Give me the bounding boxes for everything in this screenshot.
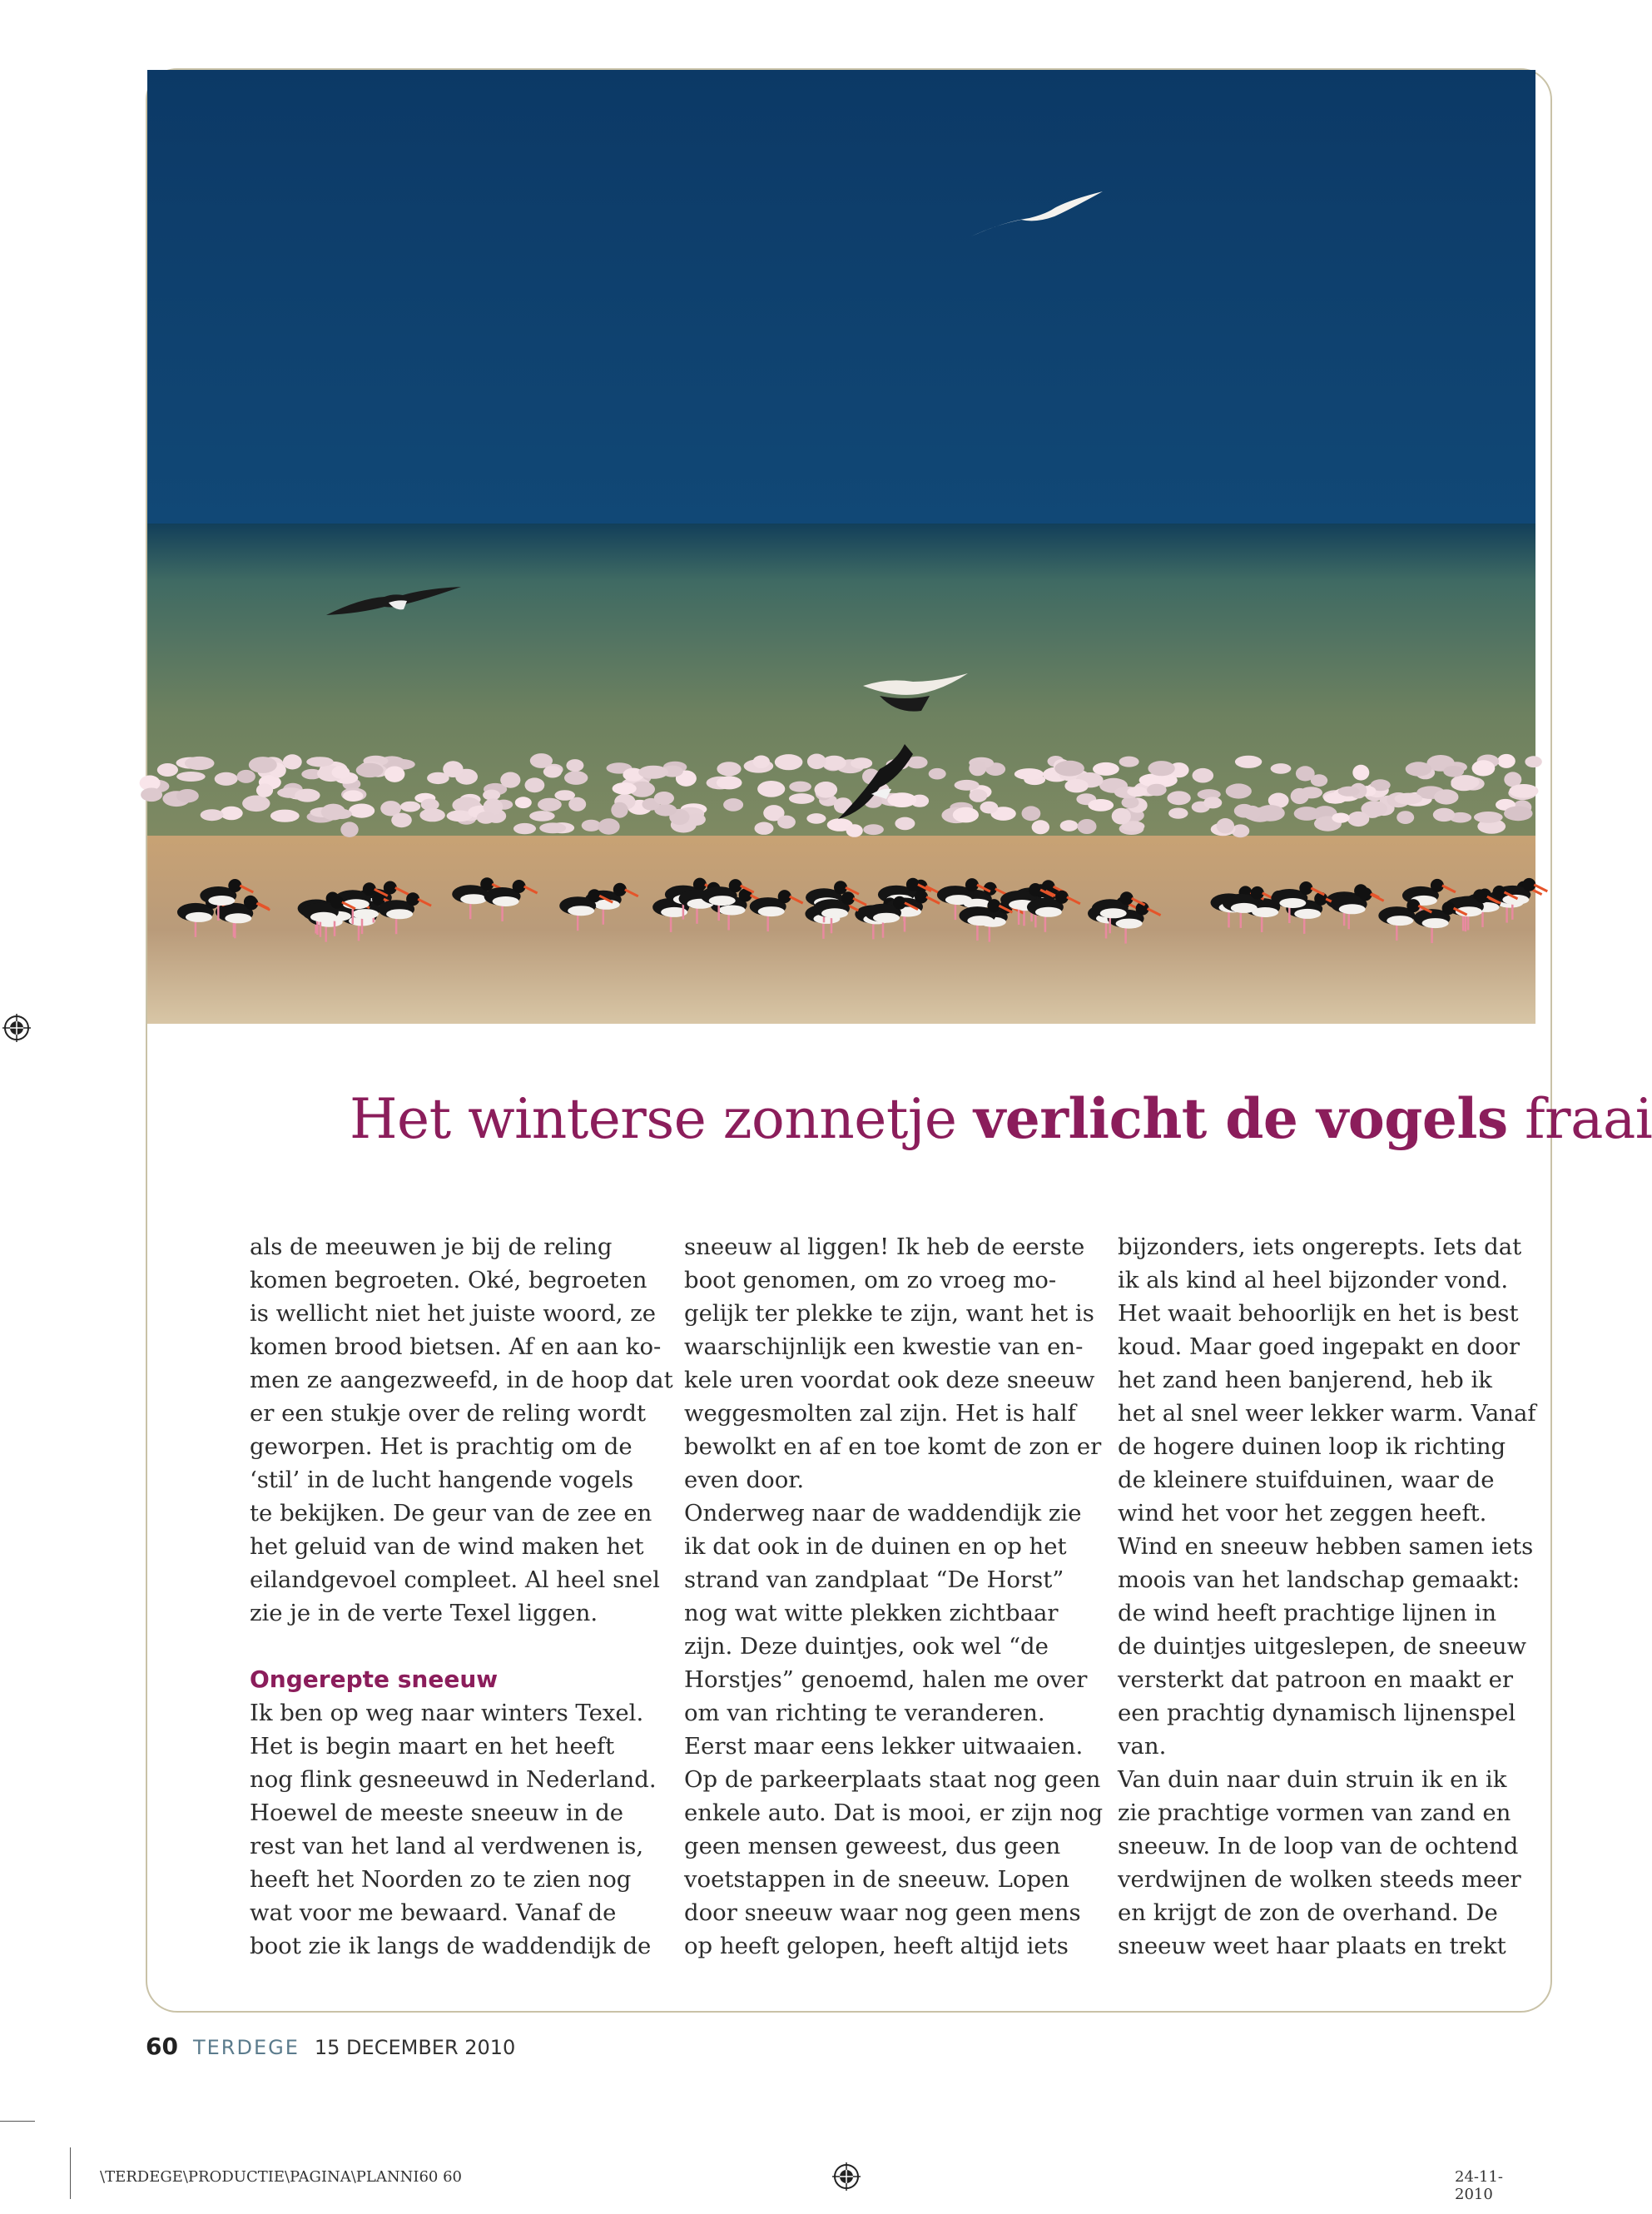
text-column-3: [1118, 1230, 1536, 1963]
body-text-line: weggesmolten zal zijn. Het is half: [684, 1400, 1076, 1427]
gull-shape: [789, 793, 815, 804]
gull-shape: [201, 809, 224, 821]
magazine-name: TERDEGE: [192, 2036, 300, 2059]
body-text-line: op heeft gelopen, heeft altijd iets: [684, 1933, 1069, 1959]
gull-shape: [384, 767, 404, 782]
gull-shape: [807, 754, 826, 770]
body-text-line: even door.: [684, 1467, 805, 1493]
gull-shape: [1112, 808, 1131, 825]
article-headline: [350, 1086, 1652, 1151]
gull-shape: [340, 822, 358, 837]
gull-shape: [1167, 791, 1190, 805]
gull-shape: [753, 756, 770, 768]
gull-shape: [1497, 754, 1516, 768]
gull-shape: [237, 770, 255, 783]
body-text-line: rest van het land al verdwenen is,: [250, 1833, 644, 1859]
gull-shape: [1032, 820, 1049, 834]
gull-shape: [538, 798, 562, 812]
gull-shape: [929, 768, 946, 780]
body-text-line: de duintjes uitgeslepen, de sneeuw: [1118, 1633, 1527, 1660]
gull-shape: [789, 782, 811, 792]
gull-shape: [1119, 757, 1139, 767]
gull-shape: [1443, 766, 1464, 777]
gull-shape: [332, 766, 350, 778]
page-footer: [146, 2033, 515, 2060]
gull-shape: [757, 781, 785, 797]
gull-shape: [895, 817, 915, 831]
body-text-line: eilandgevoel compleet. Al heel snel: [250, 1566, 660, 1593]
gull-shape: [477, 812, 495, 824]
gull-shape: [242, 796, 270, 812]
gull-shape: [1147, 784, 1167, 797]
body-text-line: Hoewel de meeste sneeuw in de: [250, 1799, 624, 1826]
body-text-line: komen begroeten. Oké, begroeten: [250, 1267, 647, 1293]
body-text-line: Het waait behoorlijk en het is best: [1118, 1300, 1519, 1327]
gull-shape: [1338, 787, 1360, 797]
gull-shape: [969, 761, 986, 777]
gull-shape: [295, 789, 320, 802]
gull-shape: [887, 792, 916, 807]
body-text-line: het al snel weer lekker warm. Vanaf: [1118, 1400, 1536, 1427]
page-number: 60: [146, 2033, 178, 2060]
gull-shape: [723, 798, 743, 812]
gull-shape: [1397, 811, 1414, 824]
gull-shape: [755, 822, 774, 835]
body-text-line: het zand heen banjerend, heb ik: [1118, 1367, 1492, 1393]
gull-shape: [249, 757, 277, 773]
gull-shape: [525, 777, 545, 792]
body-text-line: door sneeuw waar nog geen mens: [684, 1899, 1081, 1926]
gull-shape: [970, 789, 988, 802]
body-text-line: nog flink gesneeuwd in Nederland.: [250, 1766, 657, 1793]
gull-shape: [1395, 793, 1422, 805]
body-text-line: Het is begin maart en het heeft: [250, 1733, 615, 1760]
gull-shape: [515, 797, 532, 808]
gull-shape: [1078, 819, 1097, 834]
gull-shape: [554, 790, 575, 801]
gull-shape: [529, 811, 555, 822]
gull-shape: [221, 807, 243, 820]
gull-shape: [427, 772, 449, 784]
gull-shape: [1015, 768, 1044, 780]
gull-shape: [1243, 806, 1261, 820]
gull-shape: [1054, 761, 1084, 777]
gull-shape: [1235, 756, 1262, 768]
gull-shape: [564, 771, 588, 785]
gull-shape: [1271, 763, 1292, 774]
gull-shape: [391, 813, 412, 828]
body-text-line: komen brood bietsen. Af en aan ko-: [250, 1333, 662, 1360]
text-column-2: [684, 1230, 1104, 1963]
body-text-line: verdwijnen de wolken steeds meer: [1118, 1866, 1521, 1893]
gull-shape: [717, 776, 742, 789]
gull-shape: [500, 772, 520, 788]
gull-shape: [343, 790, 363, 802]
body-text-line: versterkt dat patroon en maakt er: [1118, 1666, 1514, 1693]
issue-date: 15 DECEMBER 2010: [314, 2036, 516, 2059]
gull-shape: [566, 759, 583, 772]
body-text-line: Van duin naar duin struin ik en ik: [1118, 1766, 1507, 1793]
body-text-line: sneeuw weet haar plaats en trekt: [1118, 1933, 1506, 1959]
body-text-line: Horstjes” genoemd, halen me over: [684, 1666, 1088, 1693]
gull-shape: [1226, 783, 1252, 798]
body-text-line: bewolkt en af en toe komt de zon er: [684, 1433, 1102, 1460]
gull-shape: [215, 772, 238, 786]
gull-shape: [1433, 808, 1455, 822]
body-text-line: gelijk ter plekke te zijn, want het is: [684, 1300, 1094, 1327]
gull-shape: [582, 820, 601, 831]
body-text-line: wind het voor het zeggen heeft.: [1118, 1500, 1487, 1526]
body-text-line: van.: [1118, 1733, 1167, 1760]
registration-mark-icon: [2, 1014, 31, 1042]
gull-shape: [539, 822, 566, 833]
gull-shape: [1332, 813, 1349, 823]
gull-shape: [863, 824, 884, 835]
gull-shape: [611, 802, 628, 818]
crop-mark: [70, 2147, 71, 2199]
section-subheading: Ongerepte sneeuw: [250, 1665, 499, 1693]
gull-shape: [980, 802, 999, 814]
print-slug-path: \TERDEGE\PRODUCTIE\PAGINA\PLANNI60 60: [100, 2168, 462, 2186]
gull-shape: [157, 763, 178, 777]
body-text-line: koud. Maar goed ingepakt en door: [1118, 1333, 1521, 1360]
gull-shape: [141, 788, 162, 802]
gull-shape: [777, 816, 796, 829]
registration-mark-icon: [832, 2162, 861, 2191]
gull-shape: [846, 824, 863, 837]
body-text-line: als de meeuwen je bij de reling: [250, 1234, 613, 1260]
gull-shape: [513, 823, 536, 834]
crop-mark: [0, 2121, 35, 2122]
body-text-line: strand van zandplaat “De Horst”: [684, 1566, 1064, 1593]
gull-shape: [1472, 760, 1496, 776]
body-text-line: sneeuw. In de loop van de ochtend: [1118, 1833, 1519, 1859]
body-text-line: Onderweg naar de waddendijk zie: [684, 1500, 1082, 1526]
gull-shape: [270, 810, 300, 822]
headline-part-3: fraai: [1507, 1087, 1652, 1151]
body-text-line: ‘stil’ in de lucht hangende vogels: [250, 1467, 634, 1493]
body-text-line: om van richting te veranderen.: [684, 1700, 1045, 1726]
gull-shape: [955, 780, 980, 791]
body-text-line: sneeuw al liggen! Ik heb de eerste: [684, 1234, 1085, 1260]
gull-shape: [1064, 779, 1088, 792]
gull-shape: [1294, 807, 1320, 821]
print-slug-date: 24-11-2010: [1455, 2168, 1503, 2203]
gull-shape: [1291, 788, 1309, 804]
bird-photo: [147, 70, 1535, 1024]
body-text-line: boot genomen, om zo vroeg mo-: [684, 1267, 1057, 1293]
gull-shape: [1217, 818, 1234, 833]
body-text-line: boot zie ik langs de waddendijk de: [250, 1933, 652, 1959]
body-text-line: men ze aangezweefd, in de hoop dat: [250, 1367, 673, 1393]
gull-shape: [176, 789, 199, 802]
body-text-line: Wind en sneeuw hebben samen iets: [1118, 1533, 1534, 1560]
gull-shape: [775, 754, 803, 770]
gull-shape: [1434, 789, 1458, 804]
body-text-line: er een stukje over de reling wordt: [250, 1400, 647, 1427]
body-text-line: bijzonders, iets ongerepts. Iets dat: [1118, 1234, 1522, 1260]
body-text-line: waarschijnlijk een kwestie van en-: [684, 1333, 1084, 1360]
body-text-line: geworpen. Het is prachtig om de: [250, 1433, 633, 1460]
headline-part-2: verlicht de vogels: [973, 1086, 1508, 1151]
body-text-line: Op de parkeerplaats staat nog geen: [684, 1766, 1101, 1793]
body-text-line: geen mensen geweest, dus geen: [684, 1833, 1061, 1859]
body-text-line: een prachtig dynamisch lijnenspel: [1118, 1700, 1516, 1726]
gull-shape: [1148, 761, 1174, 776]
body-text-line: Eerst maar eens lekker uitwaaien.: [684, 1733, 1084, 1760]
gull-shape: [1022, 806, 1041, 821]
gull-shape: [1347, 812, 1369, 827]
gull-shape: [806, 813, 826, 824]
body-text-line: Ik ben op weg naar winters Texel.: [250, 1700, 644, 1726]
gull-shape: [654, 792, 674, 805]
gull-shape: [185, 757, 215, 770]
gull-shape: [419, 808, 445, 822]
body-text-line: de hogere duinen loop ik richting: [1118, 1433, 1506, 1460]
gull-shape: [1474, 812, 1503, 823]
gull-shape: [330, 809, 352, 819]
body-text-line: te bekijken. De geur van de zee en: [250, 1500, 652, 1526]
body-text-line: wat voor me bewaard. Vanaf de: [250, 1899, 617, 1926]
body-text-line: zie je in de verte Texel liggen.: [250, 1600, 598, 1626]
gull-shape: [1451, 777, 1476, 791]
gull-shape: [1504, 807, 1533, 822]
body-text-line: kele uren voordat ook deze sneeuw: [684, 1367, 1095, 1393]
gull-shape: [953, 807, 979, 823]
gull-shape: [1193, 768, 1214, 783]
gull-shape: [638, 766, 668, 779]
body-text-line: zijn. Deze duintjes, ook wel “de: [684, 1633, 1049, 1660]
gull-shape: [1203, 797, 1222, 808]
headline-part-1: Het winterse zonnetje: [350, 1087, 974, 1151]
gull-shape: [349, 804, 375, 818]
gull-shape: [1352, 765, 1369, 781]
body-text-line: is wellicht niet het juiste woord, ze: [250, 1300, 656, 1327]
gull-shape: [1088, 799, 1114, 812]
gull-shape: [717, 762, 741, 776]
gull-shape: [1406, 762, 1431, 776]
gull-shape: [851, 757, 872, 768]
gull-shape: [1168, 808, 1188, 819]
body-text-line: voetstappen in de sneeuw. Lopen: [684, 1866, 1070, 1893]
body-text-line: nog wat witte plekken zichtbaar: [684, 1600, 1059, 1626]
gull-shape: [176, 772, 206, 782]
gull-shape: [1060, 820, 1079, 831]
gull-shape: [306, 757, 334, 767]
gull-shape: [1296, 766, 1315, 781]
text-column-1: [250, 1230, 673, 1963]
body-text-line: en krijgt de zon de overhand. De: [1118, 1899, 1498, 1926]
gull-shape: [613, 782, 637, 795]
body-text-line: heeft het Noorden zo te zien nog: [250, 1866, 632, 1893]
body-text-line: de kleinere stuifduinen, waar de: [1118, 1467, 1495, 1493]
gull-shape: [543, 766, 562, 777]
gull-shape: [256, 783, 273, 797]
gull-shape: [1525, 756, 1541, 767]
body-text-line: ik als kind al heel bijzonder vond.: [1118, 1267, 1509, 1293]
gull-shape: [1127, 787, 1147, 797]
body-text-line: zie prachtige vormen van zand en: [1118, 1799, 1511, 1826]
gull-shape: [815, 782, 838, 798]
gull-shape: [1509, 784, 1538, 798]
body-text-line: ik dat ook in de duinen en op het: [684, 1533, 1067, 1560]
gull-shape: [400, 802, 420, 812]
body-text-line: moois van het landschap gemaakt:: [1118, 1566, 1521, 1593]
body-text-line: de wind heeft prachtige lijnen in: [1118, 1600, 1497, 1626]
body-text-line: enkele auto. Dat is mooi, er zijn nog: [684, 1799, 1104, 1826]
gull-shape: [598, 818, 620, 834]
gull-shape: [283, 754, 302, 769]
gull-shape: [356, 763, 384, 777]
body-text-line: het geluid van de wind maken het: [250, 1533, 644, 1560]
